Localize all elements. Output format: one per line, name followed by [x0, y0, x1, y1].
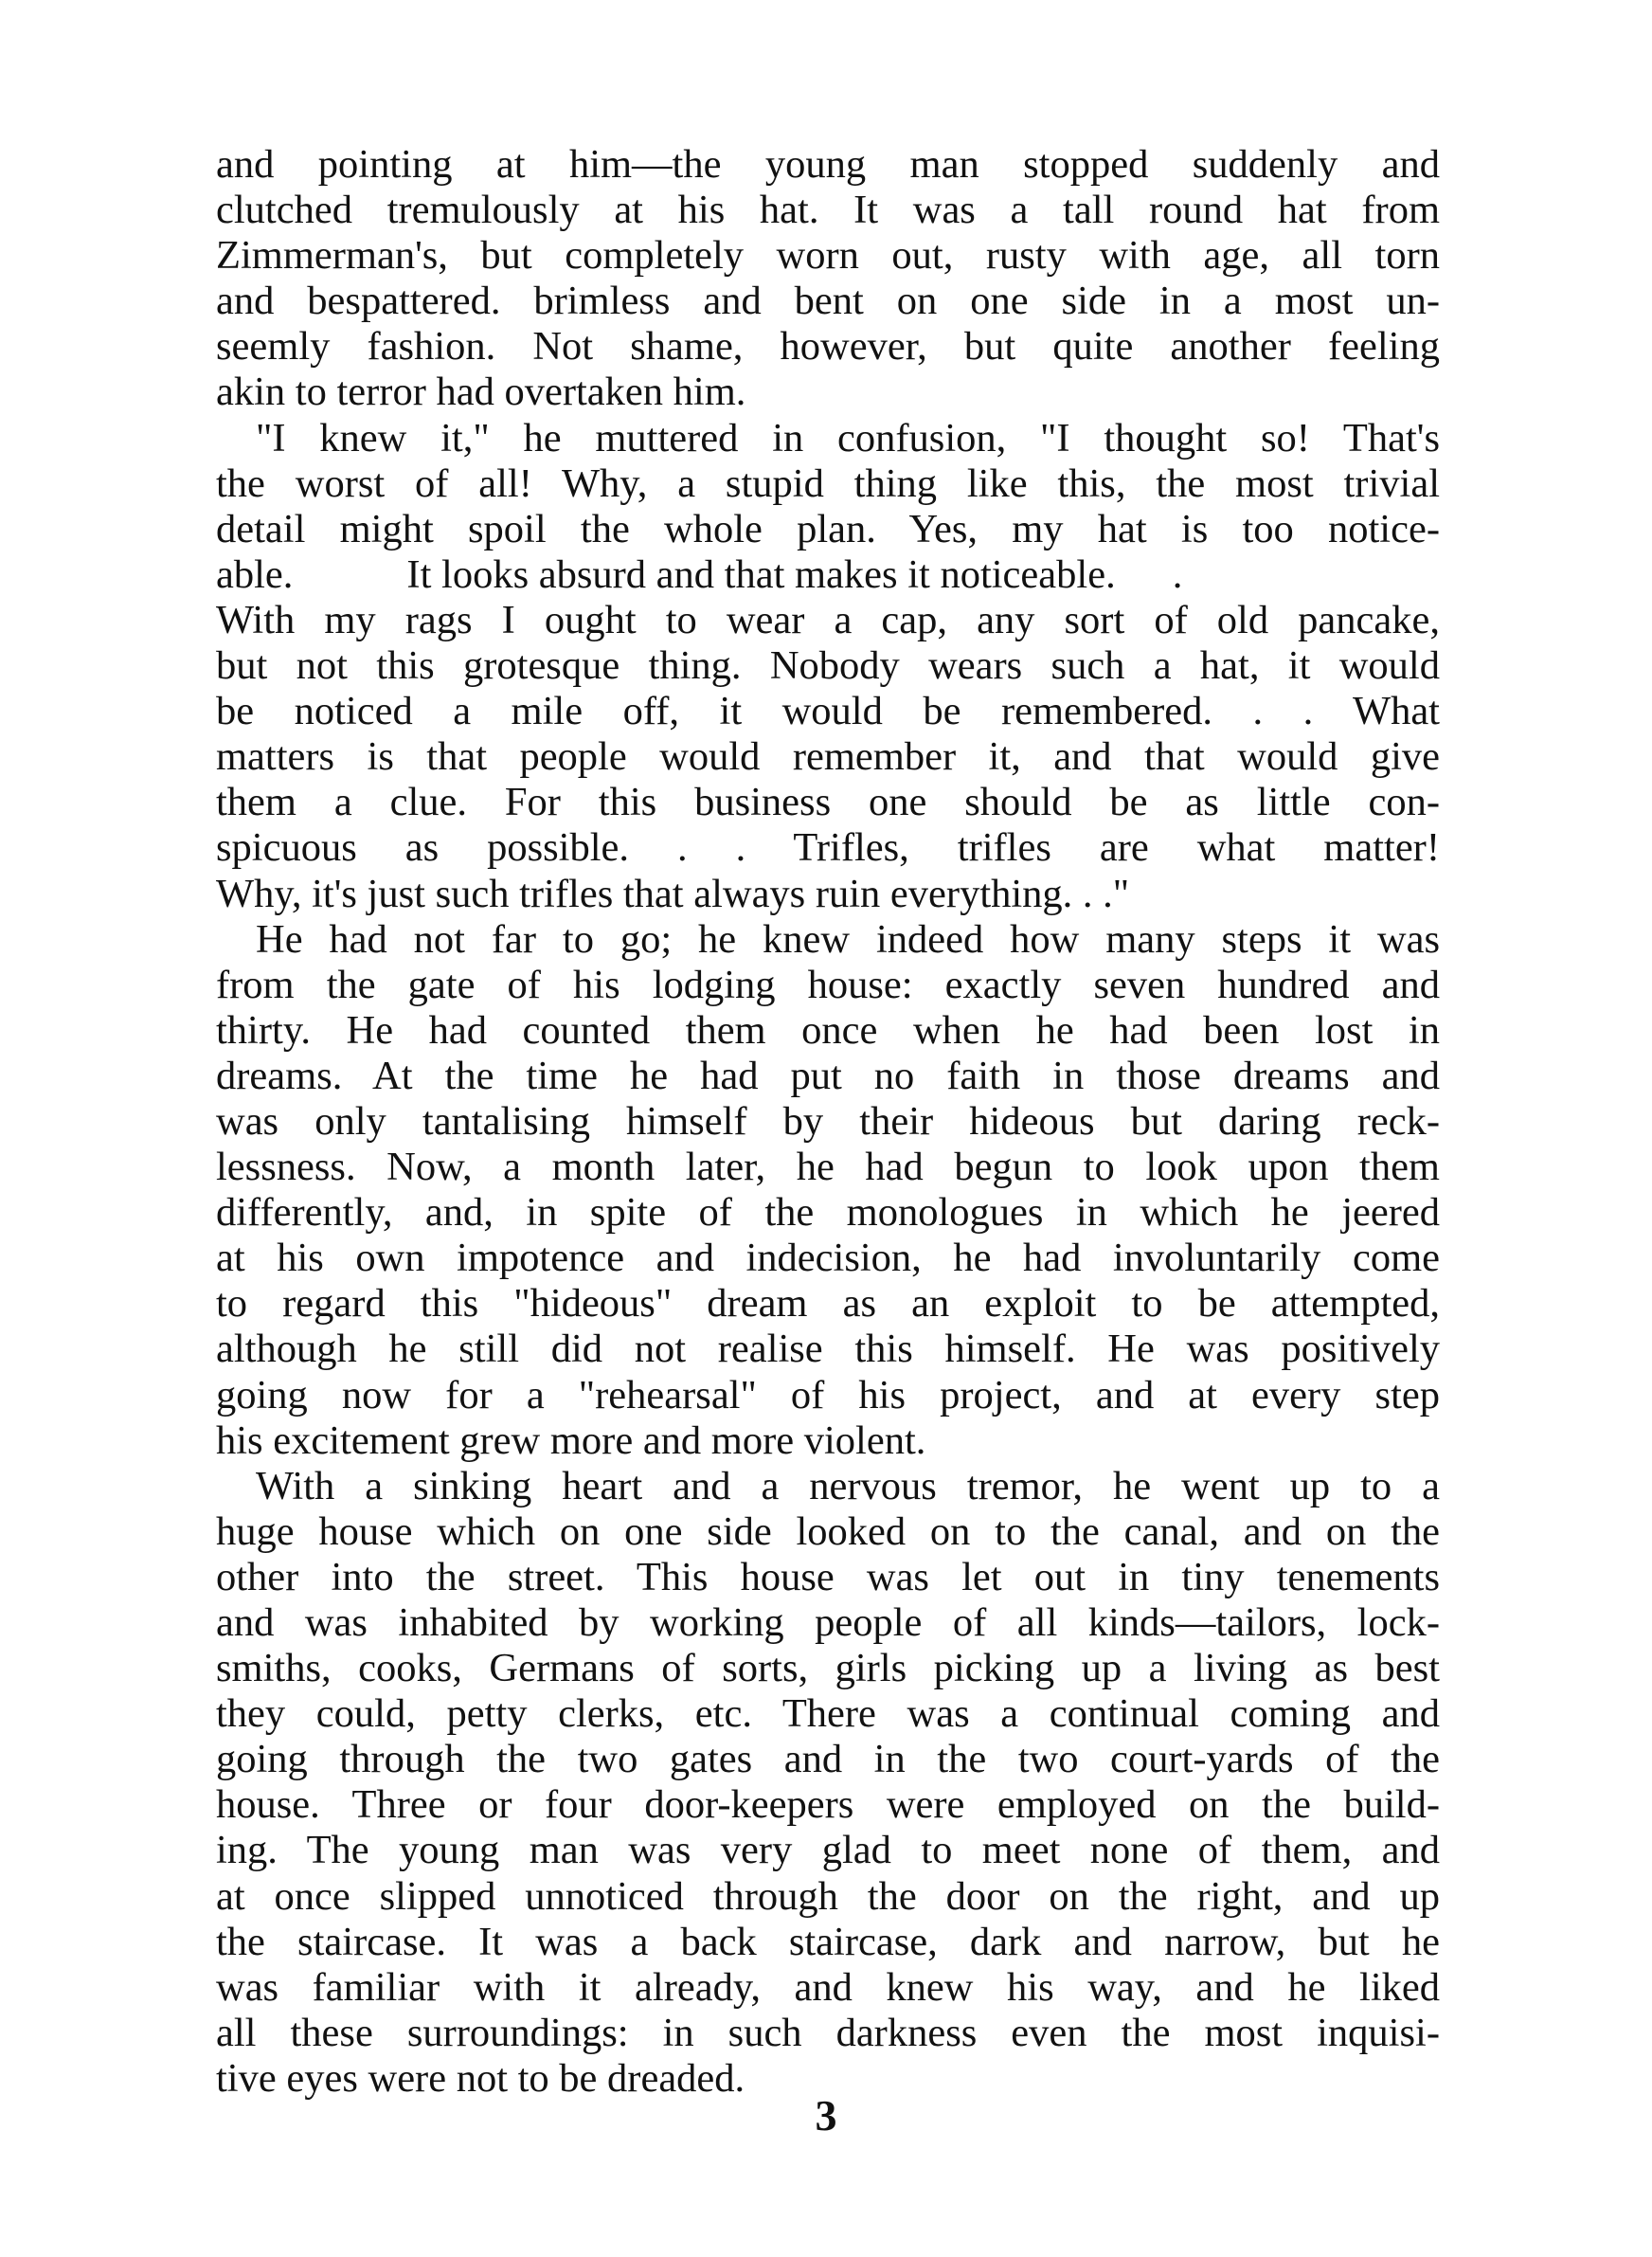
text-line: detail might spoil the whole plan. Yes, my hat is too notice-	[216, 506, 1440, 551]
book-page-text	[216, 142, 1440, 2102]
text-line: although he still did not realise this himself. He was positively	[216, 1327, 1440, 1372]
text-line: Why, it's just such trifles that always ruin everything. . ."	[216, 871, 1130, 916]
text-line: be noticed a mile off, it would be remembered. . . What	[216, 689, 1440, 734]
paragraph	[216, 917, 1440, 1464]
text-line: tive eyes were not to be dreaded.	[216, 2055, 745, 2101]
page-number: 3	[815, 2091, 837, 2140]
text-line: differently, and, in spite of the monologues in which he jeered	[216, 1190, 1440, 1236]
text-line: huge house which on one side looked on to the canal, and on the	[216, 1508, 1440, 1554]
text-line: matters is that people would remember it, and that would give	[216, 734, 1440, 780]
text-line: house. Three or four door-keepers were employed on the build-	[216, 1782, 1440, 1828]
text-line: but not this grotesque thing. Nobody wears such a hat, it would	[216, 643, 1440, 689]
text-line: spicuous as possible. . . Trifles, trifles are what matter!	[216, 825, 1440, 871]
text-line: was familiar with it already, and knew his way, and he liked	[216, 1964, 1440, 2010]
text-line: thirty. He had counted them once when he had been lost in	[216, 1007, 1440, 1053]
text-line: "I knew it," he muttered in confusion, "I thought so! That's	[256, 415, 1440, 460]
paragraph	[216, 142, 1440, 416]
text-line: seemly fashion. Not shame, however, but quite another feeling	[216, 324, 1440, 370]
text-line: they could, petty clerks, etc. There was a continual coming and	[216, 1691, 1440, 1737]
text-line: going now for a "rehearsal" of his project, and at every step	[216, 1372, 1440, 1417]
text-line: the worst of all! Why, a stupid thing like this, the most trivial	[216, 460, 1440, 506]
text-line: Zimmerman's, but completely worn out, rusty with age, all torn	[216, 233, 1440, 279]
text-line: his excitement grew more and more violent.	[216, 1417, 926, 1463]
text-fragment: .	[1172, 551, 1183, 597]
text-line: to regard this "hideous" dream as an exploit to be attempted,	[216, 1281, 1440, 1327]
text-line: other into the street. This house was let out in tiny tenements	[216, 1554, 1440, 1599]
text-line: them a clue. For this business one should be as little con-	[216, 780, 1440, 825]
text-line: all these surroundings: in such darkness even the most inquisi-	[216, 2010, 1440, 2055]
text-line: from the gate of his lodging house: exactly seven hundred and	[216, 962, 1440, 1007]
paragraph	[216, 416, 1440, 917]
text-line: and bespattered. brimless and bent on one side in a most un-	[216, 279, 1440, 324]
text-fragment: It looks absurd and that makes it noticeable.	[406, 551, 1116, 597]
paragraph	[216, 1464, 1440, 2102]
text-line: ing. The young man was very glad to meet none of them, and	[216, 1828, 1440, 1873]
text-line: akin to terror had overtaken him.	[216, 370, 746, 415]
text-line: and was inhabited by working people of all kinds—tailors, lock-	[216, 1600, 1440, 1645]
text-line: With my rags I ought to wear a cap, any sort of old pancake,	[216, 597, 1440, 642]
text-line: He had not far to go; he knew indeed how many steps it was	[256, 916, 1440, 962]
text-line: and pointing at him—the young man stopped suddenly and	[216, 142, 1440, 187]
text-line	[216, 552, 1440, 598]
text-line: smiths, cooks, Germans of sorts, girls picking up a living as best	[216, 1646, 1440, 1691]
text-fragment: able.	[216, 551, 294, 597]
text-line: at once slipped unnoticed through the door on the right, and up	[216, 1873, 1440, 1919]
text-line: With a sinking heart and a nervous tremor, he went up to a	[256, 1463, 1440, 1508]
text-line: clutched tremulously at his hat. It was a tall round hat from	[216, 188, 1440, 233]
text-line: going through the two gates and in the two court-yards of the	[216, 1737, 1440, 1782]
text-line: lessness. Now, a month later, he had begun to look upon them	[216, 1145, 1440, 1190]
text-line: at his own impotence and indecision, he had involuntarily come	[216, 1236, 1440, 1281]
text-line: dreams. At the time he had put no faith in those dreams and	[216, 1053, 1440, 1098]
text-line: the staircase. It was a back staircase, dark and narrow, but he	[216, 1919, 1440, 1964]
text-line: was only tantalising himself by their hideous but daring reck-	[216, 1098, 1440, 1144]
